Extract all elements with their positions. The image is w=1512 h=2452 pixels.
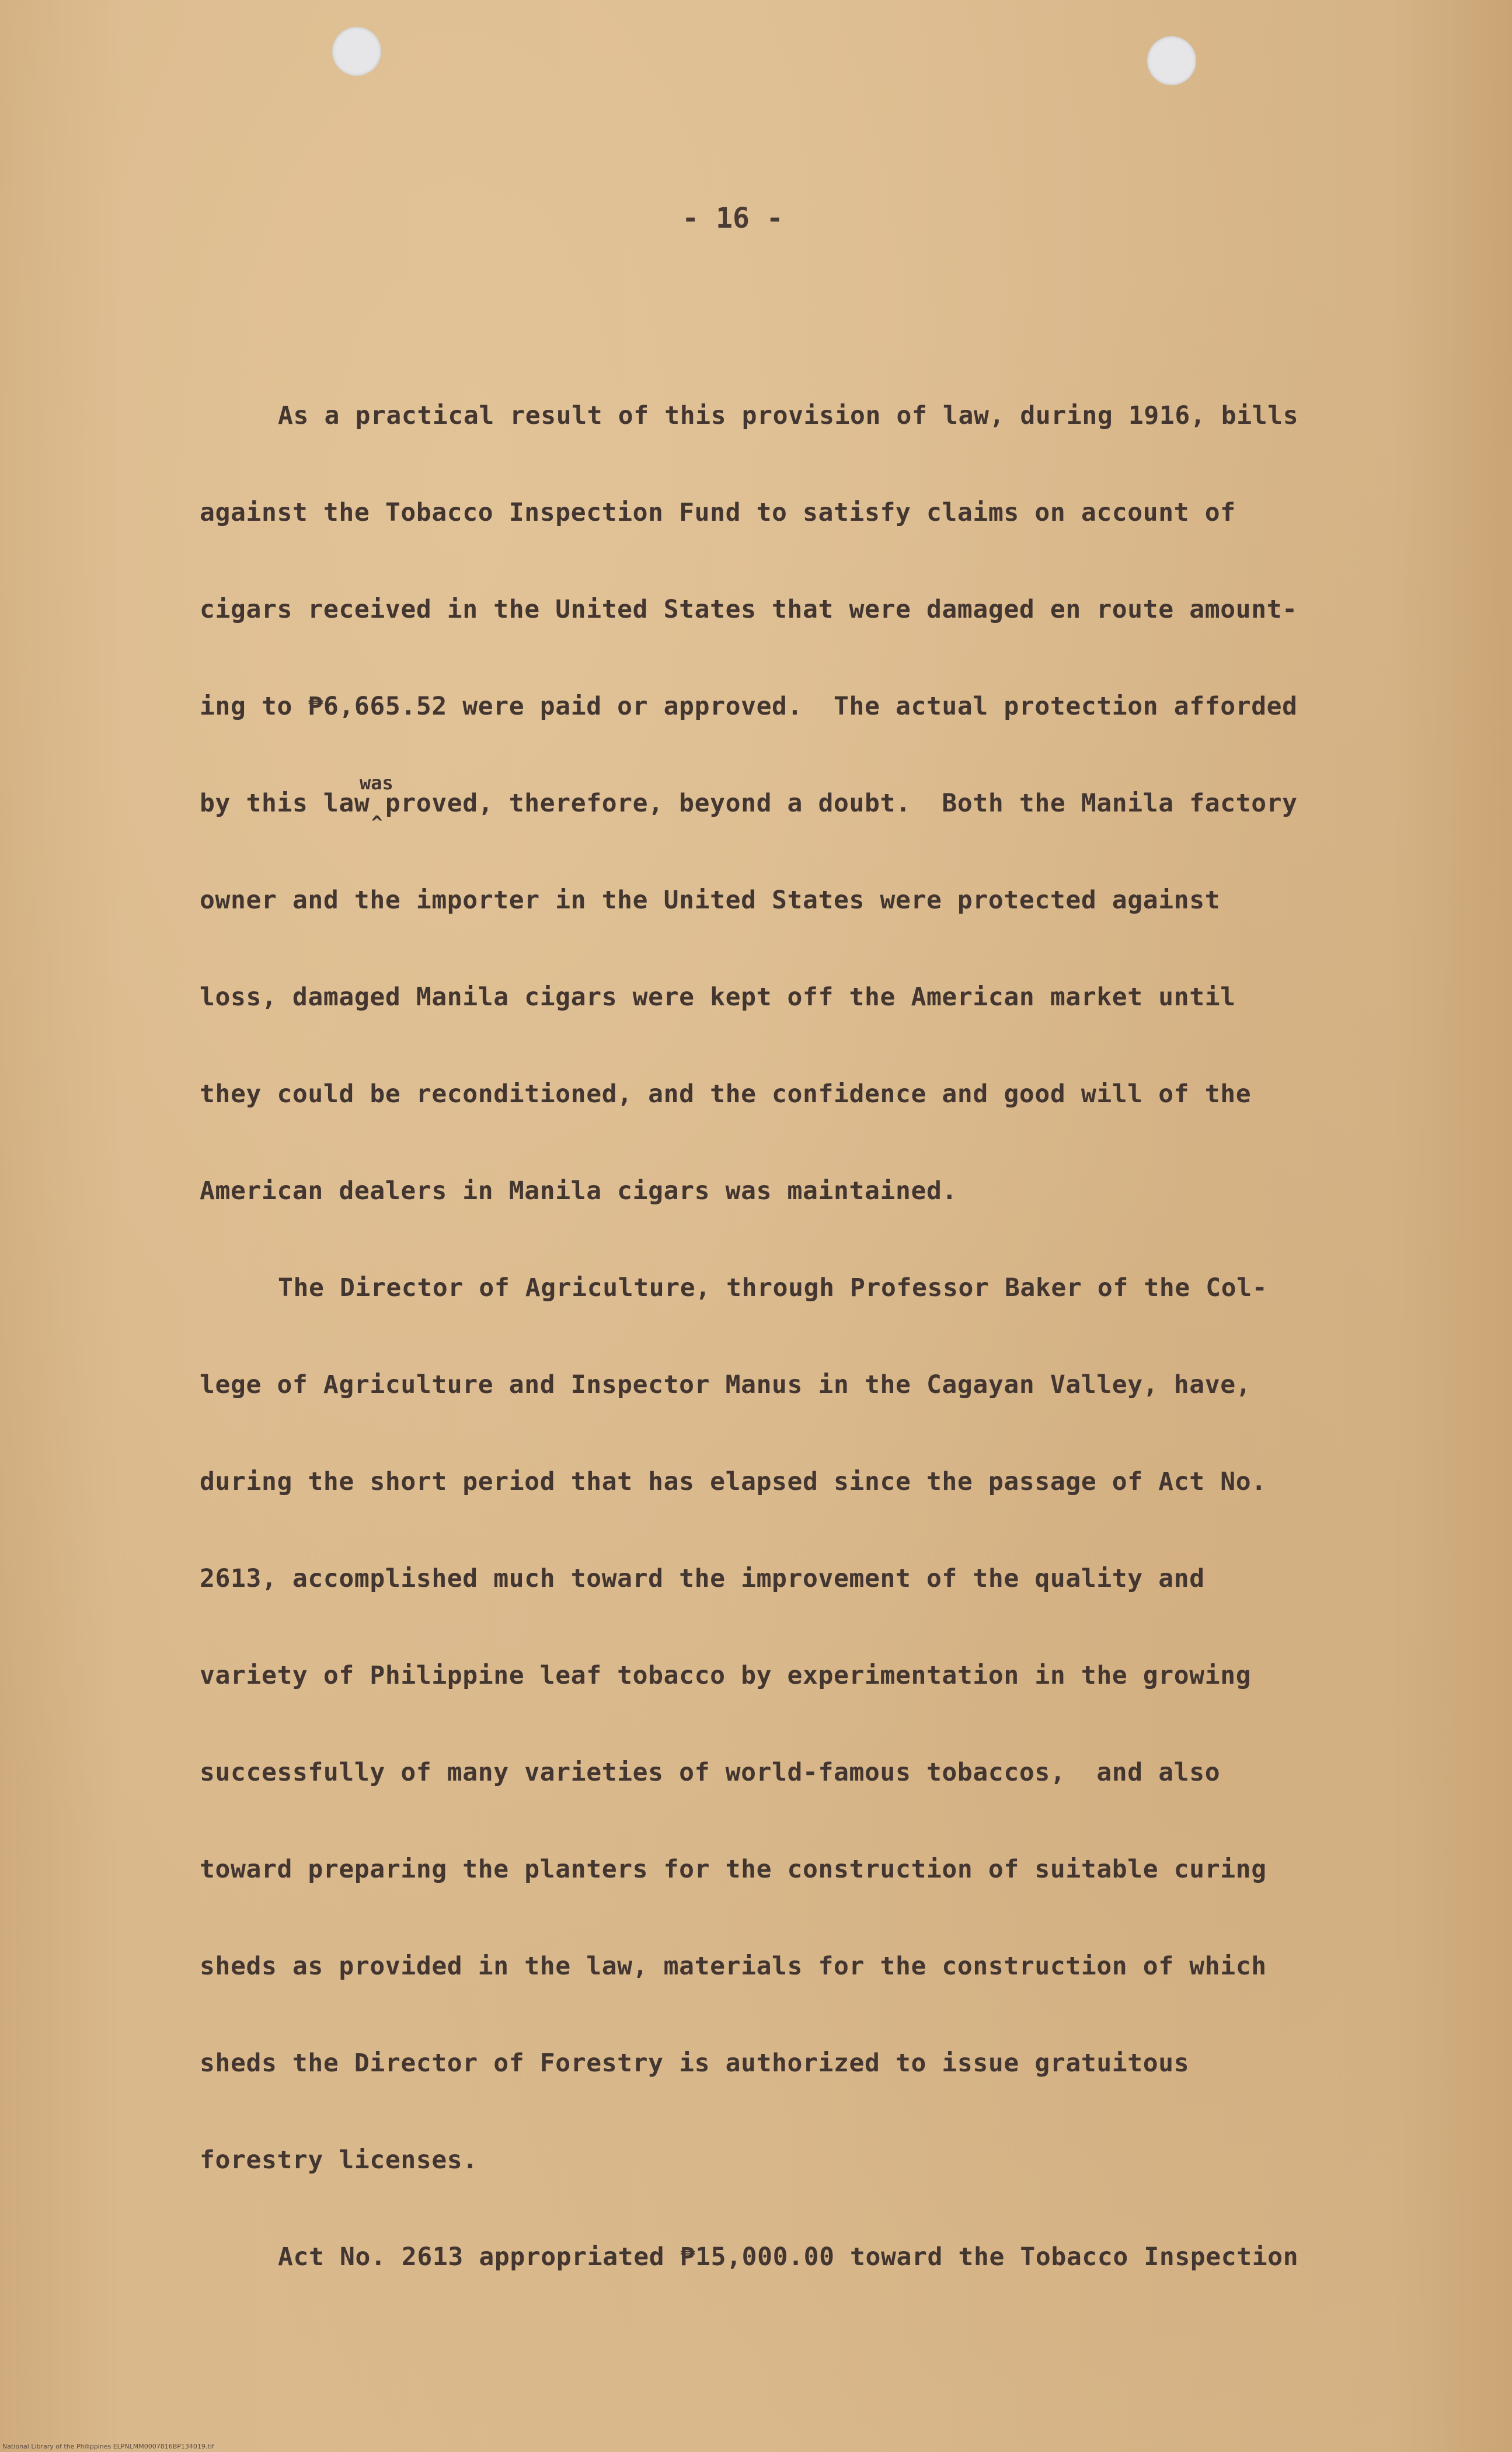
text-line: variety of Philippine leaf tobacco by experimentation in the growing bbox=[200, 1661, 1252, 1690]
text-line: 2613, accomplished much toward the improvement of the quality and bbox=[200, 1564, 1205, 1593]
text-line: they could be reconditioned, and the confidence and good will of the bbox=[200, 1079, 1252, 1109]
insertion-caret: ^ bbox=[371, 811, 383, 834]
text-line: lege of Agriculture and Inspector Manus in the Cagayan Valley, have, bbox=[200, 1370, 1252, 1399]
text-line: forestry licenses. bbox=[200, 2146, 478, 2175]
text-line: American dealers in Manila cigars was maintained. bbox=[200, 1176, 957, 1206]
text-line: As a practical result of this provision of law, during 1916, bills bbox=[278, 401, 1299, 430]
text-line: owner and the importer in the United States were protected against bbox=[200, 886, 1221, 915]
text-line: loss, damaged Manila cigars were kept off the American market until bbox=[200, 983, 1236, 1012]
text-line: sheds as provided in the law, materials for the construction of which bbox=[200, 1952, 1267, 1981]
punch-hole bbox=[1147, 36, 1196, 85]
handwritten-insertion: was bbox=[360, 772, 393, 794]
punch-hole bbox=[332, 27, 381, 76]
text-line: ing to ₱6,665.52 were paid or approved. The actual protection afforded bbox=[200, 692, 1298, 721]
text-line: cigars received in the United States that were damaged en route amount- bbox=[200, 595, 1298, 624]
text-line: Act No. 2613 appropriated ₱15,000.00 toward the Tobacco Inspection bbox=[278, 2242, 1299, 2272]
archive-caption: National Library of the Philippines ELPNLMM0007816BP134019.tif bbox=[2, 2443, 214, 2450]
text-line: by this law proved, therefore, beyond a doubt. Both the Manila factory bbox=[200, 789, 1298, 818]
text-line: The Director of Agriculture, through Professor Baker of the Col- bbox=[278, 1273, 1268, 1302]
text-line: successfully of many varieties of world-famous tobaccos, and also bbox=[200, 1758, 1221, 1787]
page-number: - 16 - bbox=[682, 202, 783, 235]
text-line: during the short period that has elapsed since the passage of Act No. bbox=[200, 1467, 1267, 1496]
text-line: toward preparing the planters for the construction of suitable curing bbox=[200, 1855, 1267, 1884]
text-line: sheds the Director of Forestry is authorized to issue gratuitous bbox=[200, 2049, 1190, 2078]
text-line: against the Tobacco Inspection Fund to satisfy claims on account of bbox=[200, 498, 1236, 527]
